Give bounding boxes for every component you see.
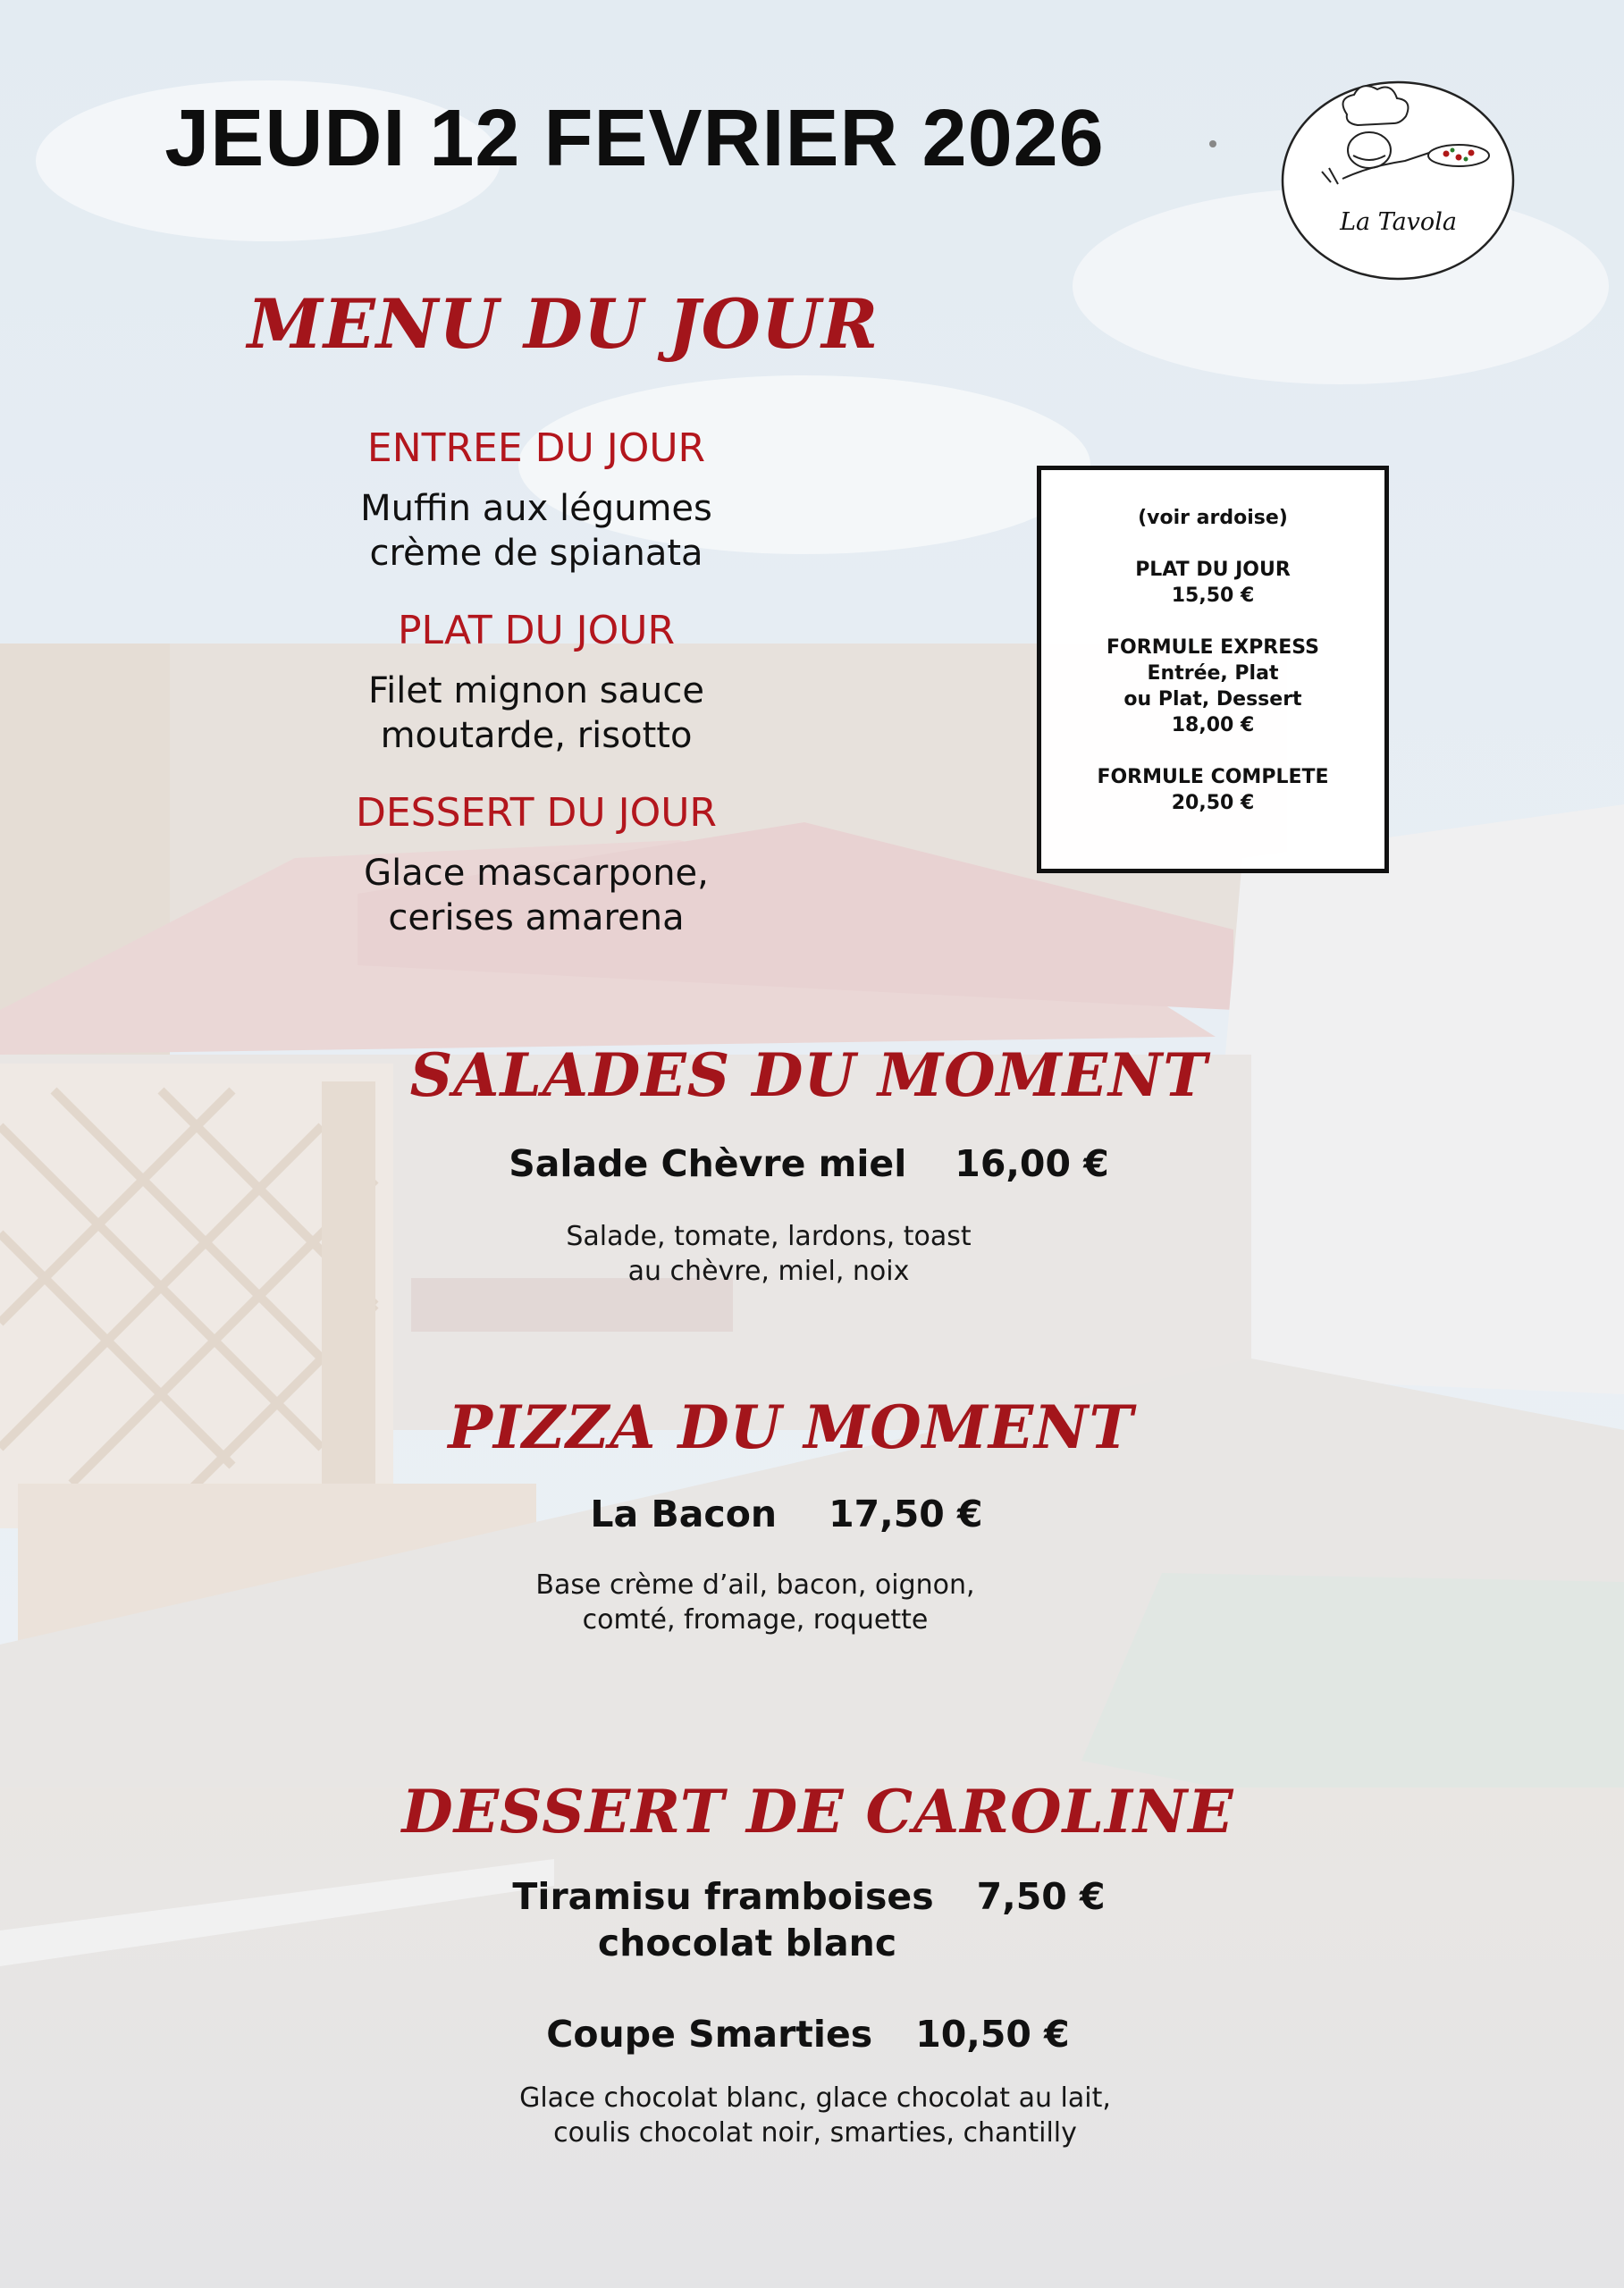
plat-du-jour-text: Filet mignon sauce moutarde, risotto: [368, 670, 704, 756]
entree-du-jour-heading: ENTREE DU JOUR: [366, 425, 706, 471]
pizza-item: [0, 1493, 1573, 1535]
dessert-item-2-name: Coupe Smarties: [546, 2013, 873, 2056]
pizza-description: Base crème d’ail, bacon, oignon, comté, fromage, roquette: [535, 1569, 975, 1636]
price-box-express-label: FORMULE EXPRESS: [1107, 636, 1319, 659]
salade-item-name: Salade Chèvre miel: [509, 1142, 907, 1185]
dessert-item-2-description: Glace chocolat blanc, glace chocolat au lait, coulis chocolat noir, smarties, chantilly: [519, 2082, 1111, 2149]
price-box-complete-label: FORMULE COMPLETE: [1097, 766, 1329, 788]
dessert-item-1-name: Tiramisu framboises: [512, 1875, 934, 1918]
plat-du-jour-heading: PLAT DU JOUR: [397, 608, 676, 653]
entree-du-jour-text: Muffin aux légumes crème de spianata: [360, 488, 712, 574]
pizza-item-price: 17,50 €: [829, 1493, 983, 1535]
price-box-note: (voir ardoise): [1138, 507, 1288, 529]
salade-item: [0, 1142, 1618, 1185]
price-box-plat-label: PLAT DU JOUR: [1135, 559, 1291, 581]
desserts-title: DESSERT DE CAROLINE: [401, 1777, 1234, 1846]
salade-item-price: 16,00 €: [955, 1142, 1109, 1185]
chef-logo-icon: [1280, 79, 1517, 282]
price-box-express-line: Entrée, Plat: [1147, 662, 1279, 685]
salades-title: SALADES DU MOMENT: [409, 1040, 1208, 1110]
menu-du-jour-title: MENU DU JOUR: [247, 284, 879, 364]
price-box-express-price: 18,00 €: [1171, 714, 1255, 736]
price-box-complete-price: 20,50 €: [1171, 792, 1255, 814]
dessert-item-2-price: 10,50 €: [915, 2013, 1070, 2056]
price-box-express-line: ou Plat, Dessert: [1123, 688, 1302, 711]
dessert-du-jour-text: Glace mascarpone, cerises amarena: [364, 853, 709, 938]
pizza-title: PIZZA DU MOMENT: [448, 1392, 1134, 1462]
dessert-du-jour-heading: DESSERT DU JOUR: [355, 790, 718, 836]
menu-date: JEUDI 12 FEVRIER 2026: [164, 94, 1105, 183]
dessert-item-1-price: 7,50 €: [976, 1875, 1106, 1918]
dessert-item-1: [0, 1875, 1618, 1918]
restaurant-logo: [1280, 79, 1517, 282]
salade-description: Salade, tomate, lardons, toast au chèvre, miel, noix: [566, 1221, 972, 1287]
dessert-item-2: [0, 2013, 1616, 2056]
formules-price-box: [1037, 466, 1389, 873]
logo-text: La Tavola: [1340, 208, 1457, 236]
decorative-dot: [1209, 140, 1216, 147]
pizza-item-name: La Bacon: [590, 1493, 778, 1535]
dessert-item-1-line2: chocolat blanc: [597, 1922, 897, 1964]
price-box-plat-price: 15,50 €: [1171, 585, 1255, 607]
